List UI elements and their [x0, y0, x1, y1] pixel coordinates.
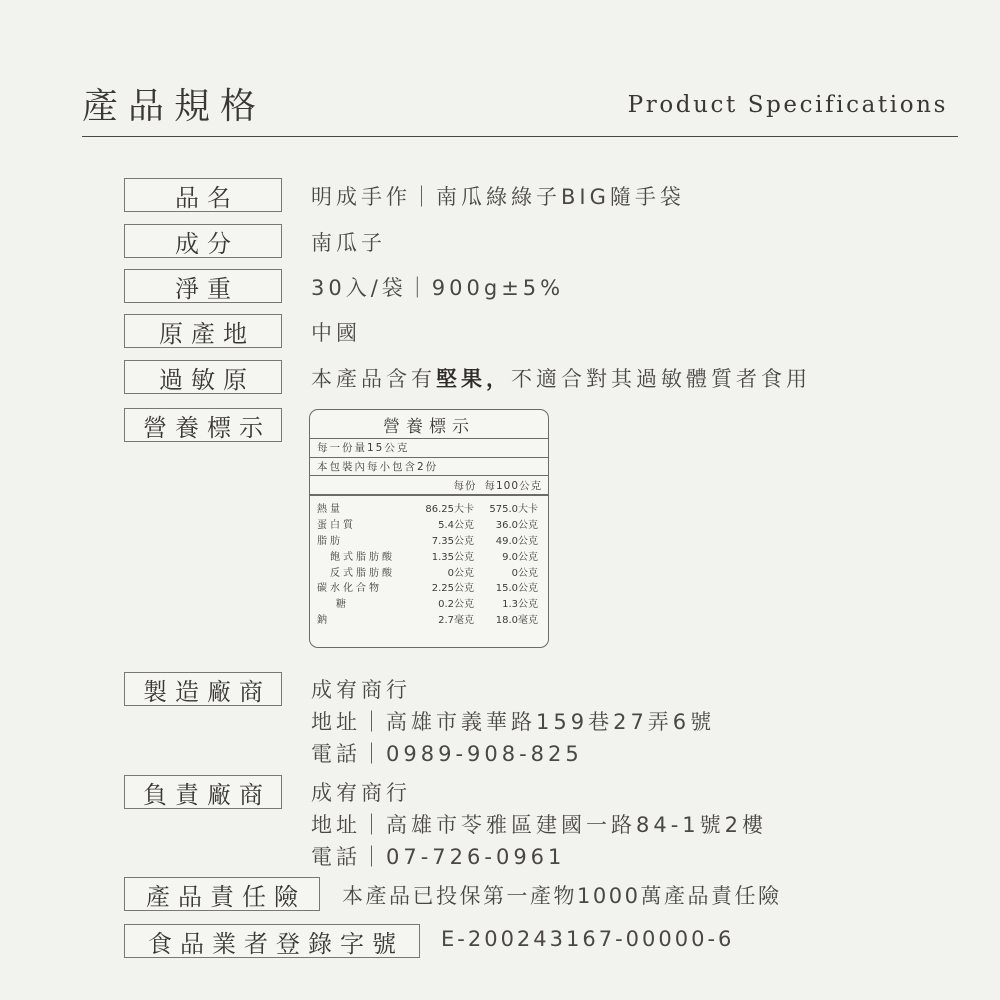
nutrient-per-100: 1.3公克 — [502, 599, 538, 611]
allergen-highlight: 堅果， — [436, 367, 511, 391]
nutrition-title: 營養標示 — [310, 410, 548, 439]
spec-label-nutrition: 營養標示 — [124, 408, 282, 442]
nutrient-name: 反式脂肪酸 — [330, 567, 395, 579]
spec-label-manufacturer: 製造廠商 — [124, 672, 282, 706]
nutrient-name: 熱量 — [317, 504, 343, 516]
nutrient-per-100: 9.0公克 — [502, 551, 538, 563]
allergen-text-after: 不適合對其過敏體質者食用 — [511, 367, 811, 391]
nutrient-per-serving: 1.35公克 — [431, 551, 474, 563]
nutrient-per-100: 18.0毫克 — [495, 614, 538, 626]
spec-label-weight: 淨重 — [124, 269, 282, 303]
spec-label-insurance: 產品責任險 — [124, 877, 320, 911]
nutrient-per-serving: 5.4公克 — [438, 520, 474, 532]
nutrient-per-100: 36.0公克 — [495, 520, 538, 532]
table-row — [310, 611, 548, 627]
spec-label-registration: 食品業者登錄字號 — [124, 924, 420, 958]
spec-value-name: 明成手作｜南瓜綠綠子BIG隨手袋 — [311, 185, 685, 209]
allergen-text-before: 本產品含有 — [311, 367, 436, 391]
spec-value-origin: 中國 — [311, 321, 361, 345]
responsible-company: 成宥商行 — [311, 781, 411, 805]
col-per-serving: 每份 — [453, 479, 477, 492]
nutrient-name: 糖 — [336, 599, 349, 611]
nutrient-per-100: 15.0公克 — [495, 583, 538, 595]
nutrient-name: 飽式脂肪酸 — [330, 551, 395, 563]
manufacturer-company: 成宥商行 — [311, 678, 411, 702]
manufacturer-info — [311, 674, 715, 770]
nutrient-per-serving: 2.25公克 — [431, 583, 474, 595]
nutrition-body — [310, 496, 548, 626]
nutrition-servings-per: 本包裝內每小包含2份 — [310, 458, 548, 477]
manufacturer-address: 地址｜高雄市義華路159巷27弄6號 — [311, 710, 716, 734]
nutrient-per-serving: 7.35公克 — [431, 535, 474, 547]
nutrient-per-100: 575.0大卡 — [489, 504, 538, 516]
responsible-address: 地址｜高雄市苓雅區建國一路84-1號2樓 — [311, 813, 768, 837]
nutrient-name: 碳水化合物 — [317, 583, 382, 595]
table-row — [310, 532, 548, 548]
nutrient-per-serving: 0公克 — [447, 567, 474, 579]
nutrient-per-serving: 0.2公克 — [438, 599, 474, 611]
nutrition-serving: 每一份量15公克 — [310, 439, 548, 458]
table-row — [310, 563, 548, 579]
nutrient-name: 脂肪 — [317, 535, 343, 547]
title-divider — [82, 136, 958, 137]
spec-value-weight: 30入/袋｜900g±5% — [311, 276, 565, 300]
page-title: 產品規格 — [82, 86, 267, 127]
spec-label-origin: 原產地 — [124, 314, 282, 348]
spec-label-name: 品名 — [124, 178, 282, 212]
spec-label-allergen: 過敏原 — [124, 360, 282, 394]
spec-value-ingredient: 南瓜子 — [311, 231, 386, 255]
manufacturer-phone: 電話｜0989-908-825 — [311, 742, 583, 766]
table-row — [310, 579, 548, 595]
page-title-english: Product Specifications — [627, 92, 948, 118]
responsible-info — [311, 777, 767, 873]
nutrition-table — [309, 409, 549, 648]
table-row — [310, 516, 548, 532]
nutrient-per-serving: 86.25大卡 — [425, 504, 474, 516]
spec-label-ingredient: 成分 — [124, 224, 282, 258]
nutrient-per-serving: 2.7毫克 — [438, 614, 474, 626]
registration-value: E-200243167-00000-6 — [441, 927, 735, 951]
table-row — [310, 500, 548, 516]
responsible-phone: 電話｜07-726-0961 — [311, 845, 566, 869]
table-row — [310, 595, 548, 611]
table-row — [310, 547, 548, 563]
nutrient-name: 蛋白質 — [317, 520, 356, 532]
nutrient-per-100: 49.0公克 — [495, 535, 538, 547]
nutrition-column-header — [310, 476, 548, 496]
spec-value-allergen — [311, 363, 811, 393]
nutrient-per-100: 0公克 — [511, 567, 538, 579]
col-per-100: 每100公克 — [484, 479, 542, 492]
insurance-value: 本產品已投保第一產物1000萬產品責任險 — [342, 884, 782, 908]
spec-label-responsible: 負責廠商 — [124, 775, 282, 809]
nutrient-name: 鈉 — [317, 614, 330, 626]
